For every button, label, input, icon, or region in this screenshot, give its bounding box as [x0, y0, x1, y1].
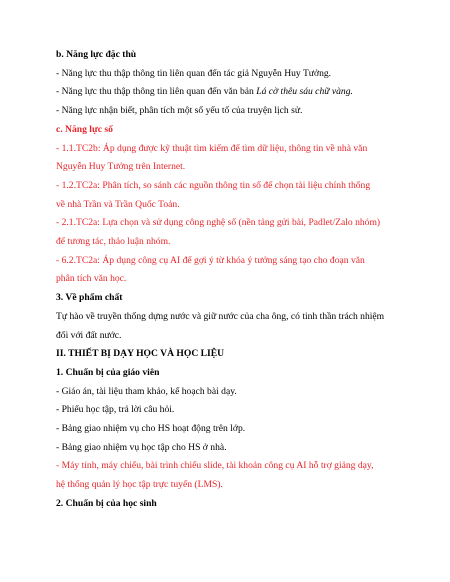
s1-item-2: - Phiếu học tập, trả lời câu hỏi.	[56, 404, 175, 416]
heading-1: 1. Chuẩn bị của giáo viên	[56, 366, 160, 378]
c-item-3-line-2: để tương tác, thảo luận nhóm.	[56, 236, 171, 248]
s1-item-4: - Bảng giao nhiệm vụ học tập cho HS ở nhà.	[56, 441, 227, 453]
b-item-2	[56, 83, 394, 102]
b-item-2-text: - Năng lực thu thập thông tin liên quan đến văn bản	[56, 86, 257, 98]
c-item-3-line-1: - 2.1.TC2a: Lựa chọn và sử dụng công nghệ số (nền tảng gửi bài, Padlet/Zalo nhóm)	[56, 217, 381, 229]
c-item-2-line-1: - 1.2.TC2a: Phân tích, so sánh các nguồn thông tin số để chọn tài liệu chính thống	[56, 179, 371, 191]
s1-item-3: - Bảng giao nhiệm vụ cho HS hoạt động trên lớp.	[56, 423, 246, 435]
heading-b: b. Năng lực đặc thù	[56, 49, 137, 60]
c-item-2-line-2: về nhà Trần và Trần Quốc Toản.	[56, 198, 180, 210]
c-item-1-line-2: Nguyễn Huy Tưởng trên Internet.	[56, 161, 186, 173]
heading-c: c. Năng lực số	[56, 123, 113, 135]
c-item-4-line-2: phân tích văn học.	[56, 273, 127, 285]
s1-red-line-2: hệ thống quản lý học tập trực tuyến (LMS).	[56, 479, 223, 491]
s3-text-line-1: Tự hào về truyền thống dựng nước và giữ nước của cha ông, có tinh thần trách nhiệm	[56, 310, 385, 322]
c-item-4-line-1: - 6.2.TC2a: Áp dụng công cụ AI để gợi ý từ khóa ý tưởng sáng tạo cho đoạn văn	[56, 254, 365, 266]
b-item-3: - Năng lực nhận biết, phân tích một số yếu tố của truyện lịch sử.	[56, 105, 303, 117]
document-page	[56, 46, 394, 514]
b-item-2-title: Lá cờ thêu sáu chữ vàng.	[256, 86, 353, 98]
s1-item-1: - Giáo án, tài liệu tham khảo, kế hoạch bài dạy.	[56, 385, 237, 397]
b-item-1: - Năng lực thu thập thông tin liên quan đến tác giả Nguyễn Huy Tưởng.	[56, 67, 332, 79]
s1-red-line-1: - Máy tính, máy chiếu, bài trình chiếu slide, tài khoản công cụ AI hỗ trợ giảng dạy,	[56, 460, 374, 472]
heading-2: 2. Chuẩn bị của học sinh	[56, 497, 157, 509]
heading-II: II. THIẾT BỊ DẠY HỌC VÀ HỌC LIỆU	[56, 348, 225, 360]
s3-text-line-2: đối với đất nước.	[56, 329, 122, 341]
heading-3: 3. Về phẩm chất	[56, 292, 123, 304]
c-item-1-line-1: - 1.1.TC2b: Áp dụng được kỹ thuật tìm kiếm để tìm dữ liệu, thông tin về nhà văn	[56, 142, 368, 154]
